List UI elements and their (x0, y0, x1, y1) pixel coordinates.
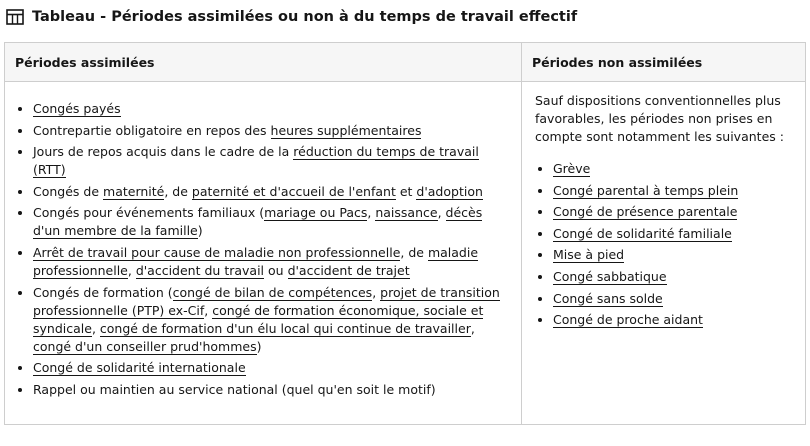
list-item (33, 100, 513, 118)
list-item (553, 203, 797, 221)
list-item (553, 182, 797, 200)
link-ptp[interactable]: projet de transition professionnelle (PTP) ex-Cif (33, 284, 500, 318)
link-greve[interactable]: Grève (553, 161, 591, 176)
link-conge-sans-solde[interactable]: Congé sans solde (553, 290, 663, 306)
list-item (33, 359, 513, 377)
item-text: Jours de repos acquis dans le cadre de la (33, 144, 294, 160)
link-solidarite-familiale[interactable]: Congé de solidarité familiale (553, 225, 732, 241)
list-item (33, 284, 513, 356)
non-assimilated-list (535, 160, 797, 329)
list-item (33, 381, 513, 399)
item-text: Rappel ou maintien au service national (quel qu'en soit le motif) (33, 381, 436, 397)
non-assimilated-note: Sauf dispositions conventionnelles plus favorables, les périodes non prises en compte sont notamment les suivantes : (535, 93, 784, 144)
link-rtt[interactable]: réduction du temps de travail (RTT) (33, 144, 479, 178)
table-icon (6, 9, 24, 25)
list-item (553, 268, 797, 286)
item-text: Congés de formation ( (33, 284, 173, 300)
link-conge-sabbatique[interactable]: Congé sabbatique (553, 268, 667, 284)
list-item (553, 225, 797, 243)
assimilated-cell (5, 82, 522, 425)
link-paternite[interactable]: paternité et d'accueil de l'enfant (191, 183, 396, 199)
list-item (553, 311, 797, 329)
link-naissance[interactable]: naissance (375, 205, 438, 221)
item-text: , (127, 262, 136, 278)
list-item (33, 183, 513, 201)
link-conges-payes[interactable]: Congés payés (33, 101, 121, 116)
link-mariage-pacs[interactable]: mariage ou Pacs (264, 205, 368, 221)
list-item (33, 143, 513, 179)
list-item (33, 122, 513, 140)
table-caption (6, 5, 577, 29)
link-elu-local[interactable]: congé de formation d'un élu local qui continue de travailler (99, 320, 471, 336)
assimilated-list (15, 100, 513, 399)
item-text: Congés pour événements familiaux ( (33, 205, 265, 221)
link-maladie-non-professionnelle[interactable]: Arrêt de travail pour cause de maladie non professionnelle (33, 244, 401, 260)
header-non-assimilated: Périodes non assimilées (522, 43, 806, 82)
item-text: , (91, 320, 100, 336)
non-assimilated-cell (522, 82, 806, 425)
body-row (5, 82, 806, 425)
link-bilan-competences[interactable]: congé de bilan de compétences (172, 284, 373, 300)
item-text: , (372, 284, 381, 300)
link-adoption[interactable]: d'adoption (416, 183, 483, 199)
link-conseiller-prudhommes[interactable]: congé d'un conseiller prud'hommes (33, 338, 257, 354)
item-text: Congés de (33, 183, 104, 199)
list-item (33, 204, 513, 240)
link-proche-aidant[interactable]: Congé de proche aidant (553, 312, 703, 328)
list-item (553, 246, 797, 264)
item-text: , (204, 302, 213, 318)
item-text: et (395, 183, 417, 199)
link-solidarite-internationale[interactable]: Congé de solidarité internationale (33, 360, 246, 376)
list-item (33, 244, 513, 280)
item-text: , de (400, 244, 428, 260)
item-text: ) (256, 338, 262, 354)
link-presence-parentale[interactable]: Congé de présence parentale (553, 204, 738, 220)
periods-table (4, 42, 806, 425)
link-formation-syndicale[interactable]: congé de formation économique, sociale et syndicale (33, 302, 484, 336)
item-text: ) (197, 223, 203, 239)
link-deces[interactable]: décès d'un membre de la famille (33, 205, 483, 239)
item-text: , de (164, 183, 192, 199)
item-text: Contrepartie obligatoire en repos des (33, 122, 271, 138)
header-assimilated: Périodes assimilées (5, 43, 522, 82)
header-row (5, 43, 806, 82)
link-maternite[interactable]: maternité (103, 183, 165, 199)
link-maladie-professionnelle[interactable]: maladie professionnelle (33, 244, 479, 278)
link-mise-a-pied[interactable]: Mise à pied (553, 247, 625, 263)
item-text: , (470, 320, 475, 336)
table-title: Tableau - Périodes assimilées ou non à du temps de travail effectif (32, 9, 578, 25)
item-text: , (437, 205, 446, 221)
link-heures-supplementaires[interactable]: heures supplémentaires (270, 122, 422, 138)
item-text: , (367, 205, 376, 221)
item-text: ou (264, 262, 288, 278)
list-item (553, 290, 797, 308)
list-item (553, 160, 797, 178)
link-accident-trajet[interactable]: d'accident de trajet (287, 262, 410, 278)
link-conge-parental[interactable]: Congé parental à temps plein (553, 182, 739, 198)
link-accident-travail[interactable]: d'accident du travail (135, 262, 265, 278)
